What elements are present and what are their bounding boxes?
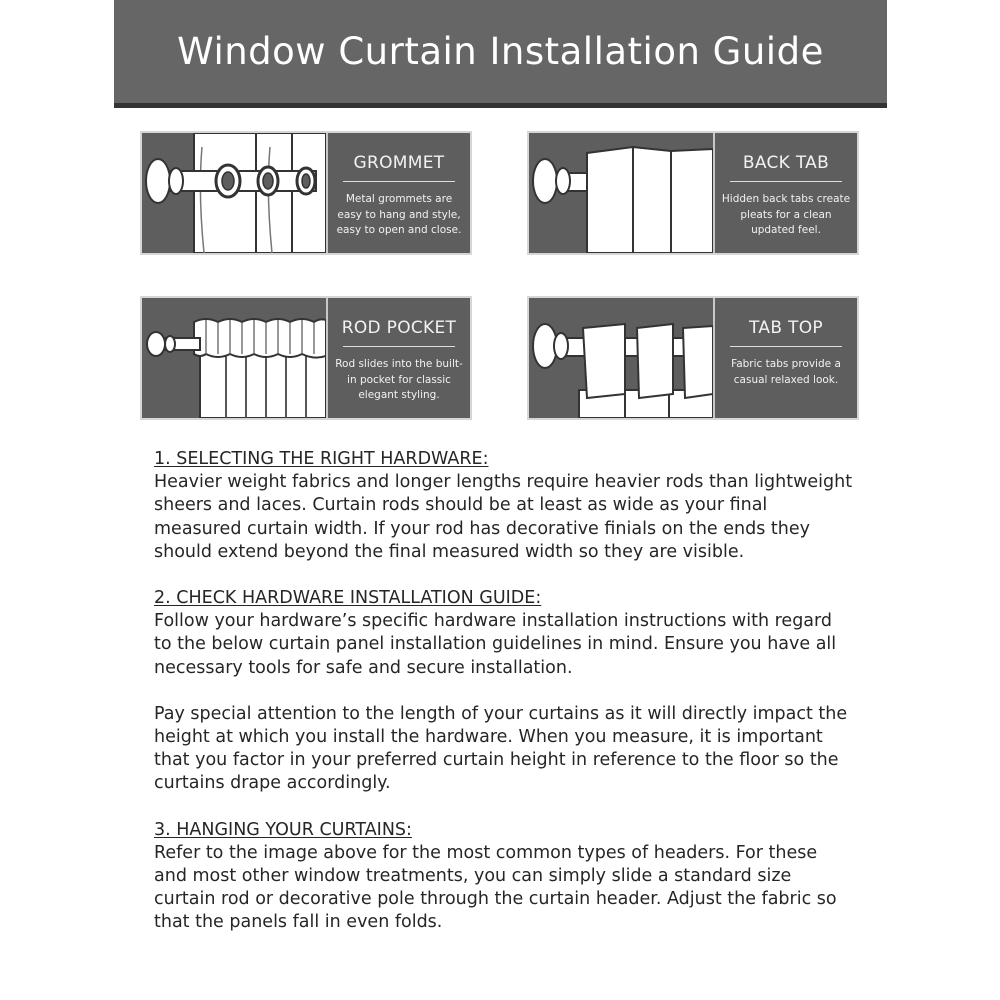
header-type-label: TAB TOP [749,318,823,338]
section-paragraph: Heavier weight fabrics and longer lengths require heavier rods than lightweight sheers and laces. Curtain rods should be at least as wide as your final measured curtain width. If your rod has decorative finials on the ends they should extend beyond the final measured width so they are visible. [154,472,853,562]
header-card-grommet [140,131,472,255]
header-type-description: Rod slides into the built-in pocket for classic elegant styling. [335,358,463,401]
header-card-tab-top [527,296,859,420]
label-rule [730,181,842,182]
section-heading: 1. SELECTING THE RIGHT HARDWARE: [154,449,489,469]
page-title: Window Curtain Installation Guide [177,30,824,73]
card-info [328,298,470,418]
rod-pocket-illustration [142,298,326,418]
section-paragraph: Pay special attention to the length of your curtains as it will directly impact the height at which you install the hardware. When you measure, it is important that you factor in your preferred curtain height in reference to the floor so the curtains drape accordingly. [154,703,848,794]
header-type-label: BACK TAB [742,153,830,173]
instructions [154,448,854,935]
card-info [715,298,857,418]
card-info [328,133,470,253]
header-type-description: Hidden back tabs create pleats for a clean updated feel. [721,193,851,236]
card-info [715,133,857,253]
section-paragraph: Follow your hardware’s specific hardware installation instructions with regard to the below curtain panel installation guidelines in mind. Ensure you have all necessary tools for safe and secure installation. [154,611,837,678]
header-type-description: Fabric tabs provide a casual relaxed look. [731,358,841,386]
grommet-illustration [142,133,326,253]
tab-top-illustration [529,298,713,418]
label-rule [343,346,455,347]
header-type-description: Metal grommets are easy to hang and style, easy to open and close. [336,193,462,236]
section-heading: 2. CHECK HARDWARE INSTALLATION GUIDE: [154,588,542,609]
header-card-back-tab [527,131,859,255]
header-type-label: ROD POCKET [341,318,457,338]
label-rule [730,346,842,347]
back-tab-illustration [529,133,713,253]
section-paragraph: Refer to the image above for the most common types of headers. For these and most other window treatments, you can simply slide a standard size curtain rod or decorative pole through the curtain header. Adjust the fabric so that the panels fall in even folds. [154,842,837,933]
label-rule [343,181,455,182]
section-heading: 3. HANGING YOUR CURTAINS: [154,819,412,840]
header-card-rod-pocket [140,296,472,420]
title-banner [114,0,887,108]
header-type-label: GROMMET [353,153,445,173]
